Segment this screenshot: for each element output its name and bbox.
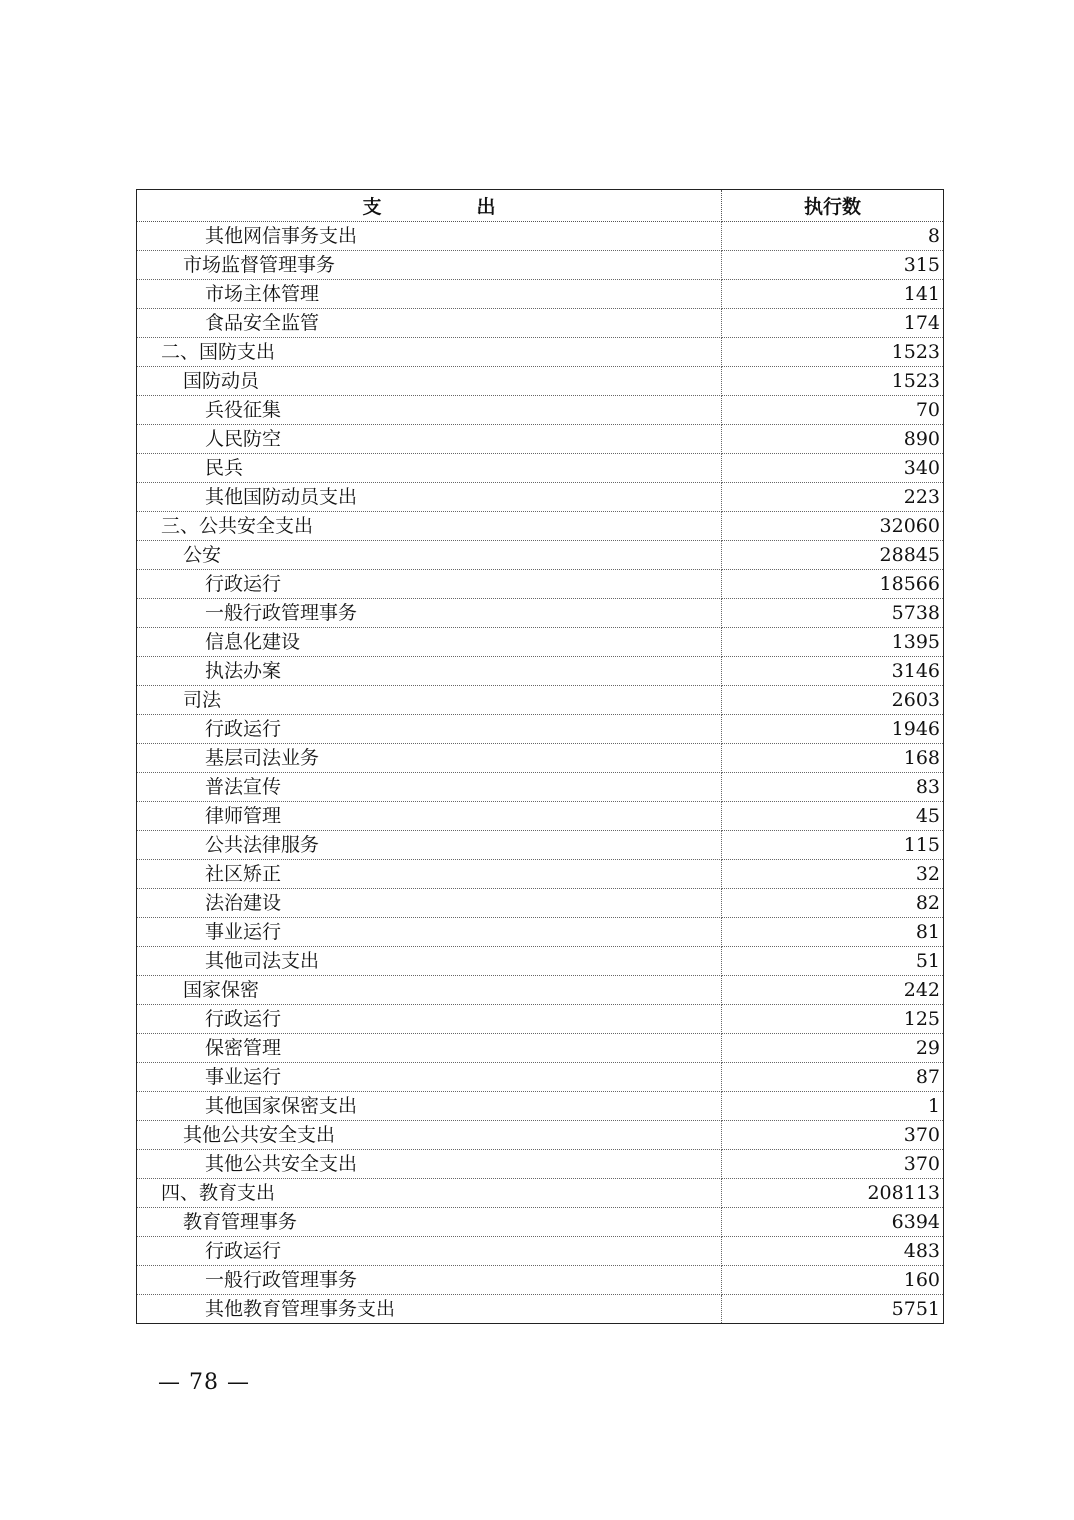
- row-item-value: 483: [722, 1237, 944, 1266]
- table-row: [137, 280, 944, 309]
- row-item-value: 6394: [722, 1208, 944, 1237]
- row-item-name: 行政运行: [137, 1005, 722, 1034]
- table-row: [137, 1092, 944, 1121]
- header-executed-amount: 执行数: [722, 190, 944, 222]
- row-item-value: 83: [722, 773, 944, 802]
- table-row: [137, 860, 944, 889]
- row-item-name: 其他教育管理事务支出: [137, 1295, 722, 1324]
- budget-table-container: [136, 189, 943, 1324]
- row-item-name: 基层司法业务: [137, 744, 722, 773]
- row-item-name: 公共法律服务: [137, 831, 722, 860]
- table-row: [137, 222, 944, 251]
- table-row: [137, 541, 944, 570]
- row-item-name: 律师管理: [137, 802, 722, 831]
- row-item-value: 890: [722, 425, 944, 454]
- row-item-name: 其他网信事务支出: [137, 222, 722, 251]
- row-item-value: 5738: [722, 599, 944, 628]
- row-item-value: 370: [722, 1121, 944, 1150]
- row-item-value: 2603: [722, 686, 944, 715]
- table-row: [137, 570, 944, 599]
- row-item-value: 125: [722, 1005, 944, 1034]
- table-row: [137, 889, 944, 918]
- page-number: — 78 —: [158, 1370, 250, 1395]
- row-item-value: 223: [722, 483, 944, 512]
- table-row: [137, 628, 944, 657]
- row-item-name: 其他国防动员支出: [137, 483, 722, 512]
- row-item-value: 160: [722, 1266, 944, 1295]
- row-item-name: 人民防空: [137, 425, 722, 454]
- row-item-name: 司法: [137, 686, 722, 715]
- row-item-name: 三、公共安全支出: [137, 512, 722, 541]
- table-row: [137, 1034, 944, 1063]
- row-item-name: 社区矫正: [137, 860, 722, 889]
- row-item-value: 28845: [722, 541, 944, 570]
- row-item-value: 81: [722, 918, 944, 947]
- table-row: [137, 367, 944, 396]
- table-row: [137, 1179, 944, 1208]
- table-row: [137, 309, 944, 338]
- row-item-name: 行政运行: [137, 715, 722, 744]
- table-row: [137, 599, 944, 628]
- row-item-value: 115: [722, 831, 944, 860]
- table-row: [137, 396, 944, 425]
- row-item-name: 食品安全监管: [137, 309, 722, 338]
- table-row: [137, 918, 944, 947]
- row-item-name: 兵役征集: [137, 396, 722, 425]
- row-item-name: 教育管理事务: [137, 1208, 722, 1237]
- table-row: [137, 715, 944, 744]
- table-row: [137, 1063, 944, 1092]
- row-item-name: 国防动员: [137, 367, 722, 396]
- row-item-value: 70: [722, 396, 944, 425]
- row-item-name: 其他公共安全支出: [137, 1150, 722, 1179]
- table-row: [137, 338, 944, 367]
- table-row: [137, 976, 944, 1005]
- table-row: [137, 831, 944, 860]
- row-item-value: 32: [722, 860, 944, 889]
- table-body: [137, 222, 944, 1324]
- row-item-name: 市场监督管理事务: [137, 251, 722, 280]
- row-item-value: 5751: [891, 1298, 940, 1320]
- table-row: [137, 947, 944, 976]
- row-item-value: 45: [722, 802, 944, 831]
- table-row: [137, 1295, 944, 1324]
- row-item-name: 民兵: [137, 454, 722, 483]
- row-item-value: 141: [722, 280, 944, 309]
- header-expenditure: 支 出: [137, 190, 722, 222]
- table-row: [137, 483, 944, 512]
- row-item-value: 1523: [722, 367, 944, 396]
- row-item-name: 公安: [137, 541, 722, 570]
- row-item-value: 168: [722, 744, 944, 773]
- row-item-value: 32060: [722, 512, 944, 541]
- row-item-value: 8: [722, 222, 944, 251]
- row-item-name: 其他司法支出: [137, 947, 722, 976]
- row-item-value: 1395: [722, 628, 944, 657]
- table-row: [137, 1005, 944, 1034]
- row-item-value: 315: [722, 251, 944, 280]
- row-item-value: 1: [722, 1092, 944, 1121]
- row-item-value: 1946: [722, 715, 944, 744]
- row-item-name: 事业运行: [137, 1063, 722, 1092]
- row-item-name: 执法办案: [137, 657, 722, 686]
- row-item-value: 29: [722, 1034, 944, 1063]
- row-item-name: 四、教育支出: [137, 1179, 722, 1208]
- row-item-value: 242: [722, 976, 944, 1005]
- table-row: [137, 773, 944, 802]
- row-item-value: 51: [722, 947, 944, 976]
- row-item-name: 行政运行: [137, 570, 722, 599]
- row-item-name: 一般行政管理事务: [137, 599, 722, 628]
- row-item-name: 一般行政管理事务: [137, 1266, 722, 1295]
- row-item-value: 1523: [722, 338, 944, 367]
- table-row: [137, 251, 944, 280]
- table-row: [137, 512, 944, 541]
- row-item-name: 其他国家保密支出: [137, 1092, 722, 1121]
- row-item-name: 行政运行: [137, 1237, 722, 1266]
- row-item-name: 普法宣传: [137, 773, 722, 802]
- table-row: [137, 1208, 944, 1237]
- row-item-name: 法治建设: [137, 889, 722, 918]
- table-header-row: [137, 190, 944, 222]
- row-item-value: 340: [722, 454, 944, 483]
- table-row: [137, 1266, 944, 1295]
- expenditure-table: [136, 189, 944, 1324]
- row-item-name: 国家保密: [137, 976, 722, 1005]
- table-row: [137, 454, 944, 483]
- table-row: [137, 744, 944, 773]
- table-row: [137, 1150, 944, 1179]
- row-item-value: 87: [722, 1063, 944, 1092]
- table-row: [137, 802, 944, 831]
- row-item-value: 370: [722, 1150, 944, 1179]
- row-item-name: 信息化建设: [137, 628, 722, 657]
- table-row: [137, 1237, 944, 1266]
- row-item-value: 3146: [722, 657, 944, 686]
- table-row: [137, 686, 944, 715]
- row-item-value: 82: [722, 889, 944, 918]
- row-item-name: 其他公共安全支出: [137, 1121, 722, 1150]
- row-item-name: 保密管理: [137, 1034, 722, 1063]
- table-row: [137, 425, 944, 454]
- row-item-value: 208113: [722, 1179, 944, 1208]
- row-item-name: 事业运行: [137, 918, 722, 947]
- row-item-name: 市场主体管理: [137, 280, 722, 309]
- table-row: [137, 1121, 944, 1150]
- row-item-value: 18566: [722, 570, 944, 599]
- table-row: [137, 657, 944, 686]
- row-item-name: 二、国防支出: [137, 338, 722, 367]
- row-item-value: 174: [722, 309, 944, 338]
